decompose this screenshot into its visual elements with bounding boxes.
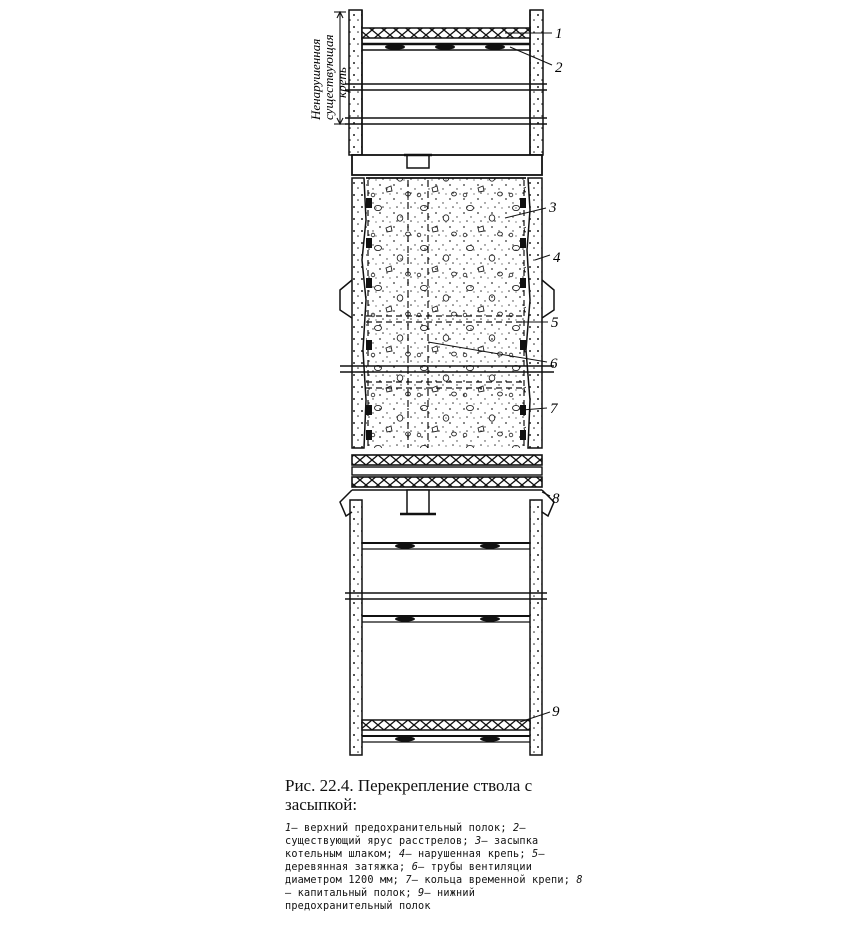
legend-num-4: 4 [399,849,406,860]
legend-text-8: — капитальный полок; [285,888,412,899]
legend-num-2: 2 [513,823,520,834]
legend-num-7: 7 [405,875,412,886]
callout-9: 9 [552,704,560,720]
callout-7: 7 [550,401,558,417]
side-label-line2: существующая [321,34,336,120]
upper-rings [345,84,547,124]
legend-num-9: 9 [418,888,425,899]
callout-8: 8 [552,491,560,507]
bunton-tier [362,44,530,50]
callout-4: 4 [553,250,561,266]
upper-safety-deck [362,28,530,38]
legend-text-3: — засыпка котельным шлаком; [285,836,539,860]
legend-num-3: 3 [475,836,482,847]
legend-text-9: — нижний предохранительный полок [285,888,476,912]
legend-text-4: — нарушенная крепь; [405,849,526,860]
figure-caption [285,776,585,913]
legend-num-1: 1 [285,823,292,834]
callout-numbers [548,26,563,720]
caption-title [285,776,585,814]
callout-6: 6 [550,356,558,372]
callout-2: 2 [555,60,563,76]
legend-num-5: 5 [532,849,539,860]
caption-figure-number: Рис. 22.4. [285,776,354,795]
lower-lining [350,500,542,755]
legend-num-6: 6 [411,862,419,873]
legend-text-1: — верхний предохранительный полок; [291,823,507,834]
top-cap [352,155,542,175]
legend-text-7: — кольца временной крепи; [411,875,571,886]
lower-buntons [345,543,547,622]
capital-deck [340,455,554,516]
legend-num-8: 8 [576,875,583,886]
legend-text-6: — трубы вентиляции диаметром 1200 мм; [285,862,533,886]
lower-safety-deck [362,720,530,742]
side-label-line1: Ненарушенная [308,38,323,120]
legend-text-5: — деревянная затяжка; [285,849,545,873]
backfill-zone [366,178,526,448]
caption-legend [285,822,585,913]
callout-3: 3 [549,200,557,216]
callout-5: 5 [551,315,559,331]
legend-text-2: — существующий ярус расстрелов; [285,823,526,847]
callout-1: 1 [555,26,563,42]
side-label-line3: крепь [334,67,349,98]
caption-title-text: Перекрепление ствола с засыпкой: [285,776,533,814]
